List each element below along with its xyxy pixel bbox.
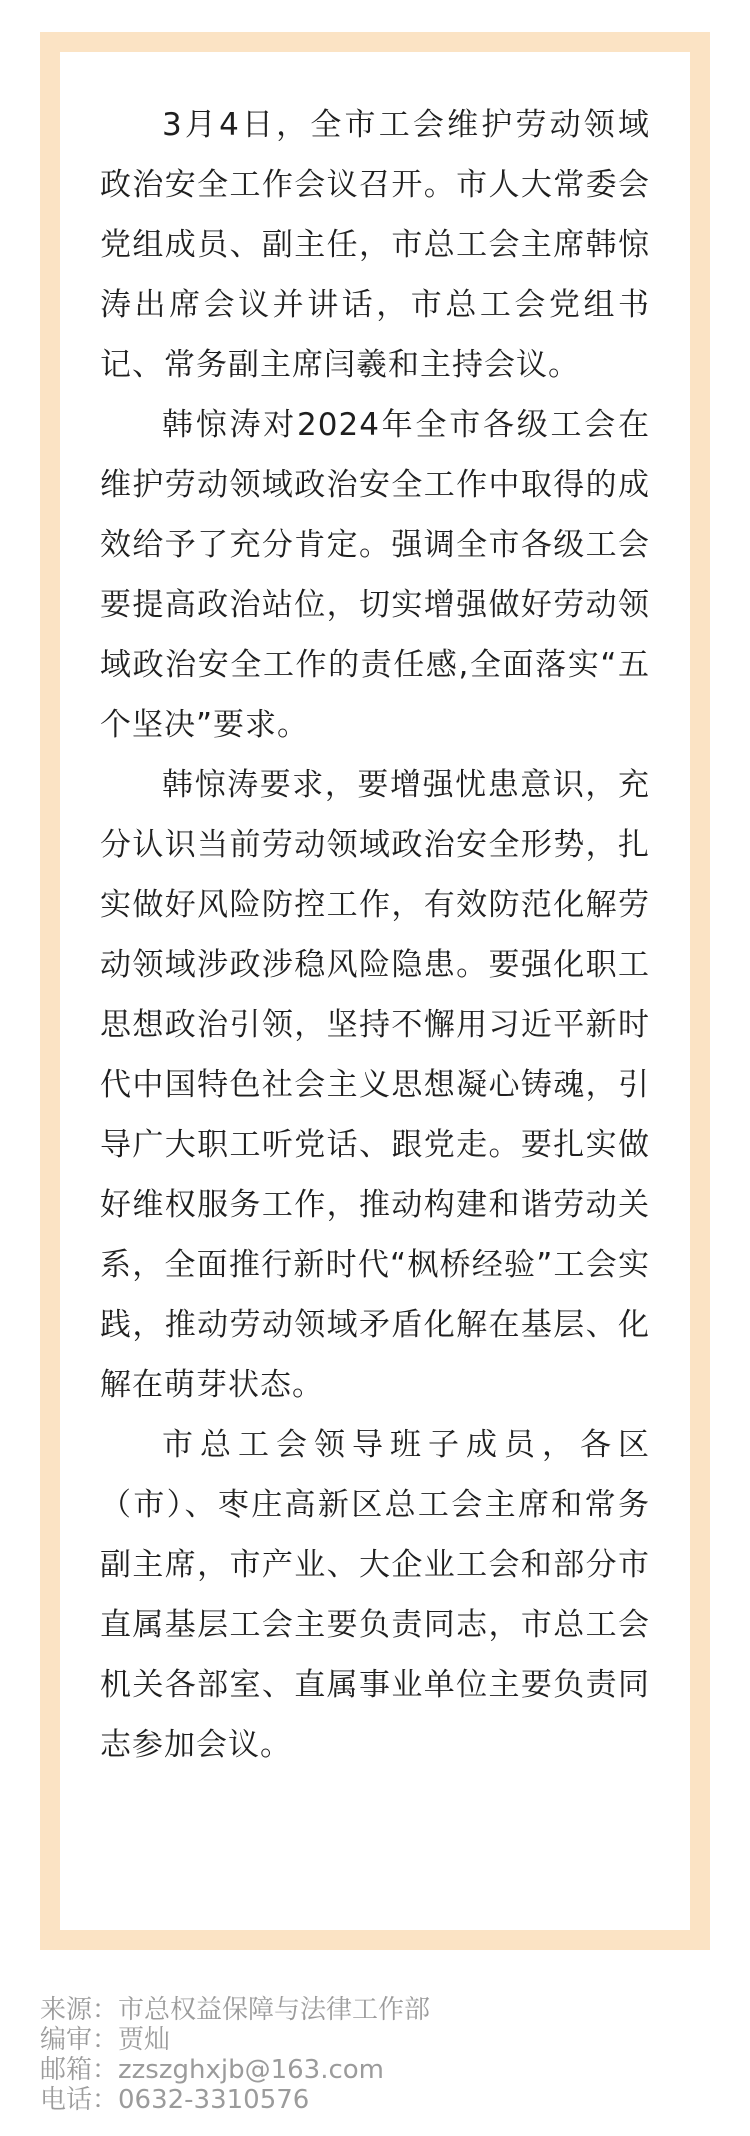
editor-line: 编审：贾灿 xyxy=(40,2025,171,2055)
article-paragraph-4: 市总工会领导班子成员，各区（市）、枣庄高新区总工会主席和常务副主席，市产业、大企业工会和部分市直属基层工会主要负责同志，市总工会机关各部室、直属事业单位主要负责同志参加会议。 xyxy=(100,1427,650,1763)
footer-info xyxy=(40,1995,720,2115)
article-body xyxy=(100,95,650,1775)
article-paragraph-1: 3月4日，全市工会维护劳动领域政治安全工作会议召开。市人大常委会党组成员、副主任，市总工会主席韩惊涛出席会议并讲话，市总工会党组书记、常务副主席闫羲和主持会议。 xyxy=(100,107,650,383)
phone-line: 电话：0632-3310576 xyxy=(40,2085,310,2115)
article-paragraph-3: 韩惊涛要求，要增强忧患意识，充分认识当前劳动领域政治安全形势，扎实做好风险防控工作，有效防范化解劳动领域涉政涉稳风险隐患。要强化职工思想政治引领，坚持不懈用习近平新时代中国特色社会主义思想凝心铸魂，引导广大职工听党话、跟党走。要扎实做好维权服务工作，推动构建和谐劳动关系，全面推行新时代“枫桥经验”工会实践，推动劳动领域矛盾化解在基层、化解在萌芽状态。 xyxy=(100,767,650,1403)
email-line: 邮箱：zzszghxjb@163.com xyxy=(40,2055,385,2085)
article-paragraph-2: 韩惊涛对2024年全市各级工会在维护劳动领域政治安全工作中取得的成效给予了充分肯定。强调全市各级工会要提高政治站位，切实增强做好劳动领域政治安全工作的责任感,全面落实“五个坚决”要求。 xyxy=(100,407,650,743)
source-line: 来源：市总权益保障与法律工作部 xyxy=(40,1995,431,2025)
